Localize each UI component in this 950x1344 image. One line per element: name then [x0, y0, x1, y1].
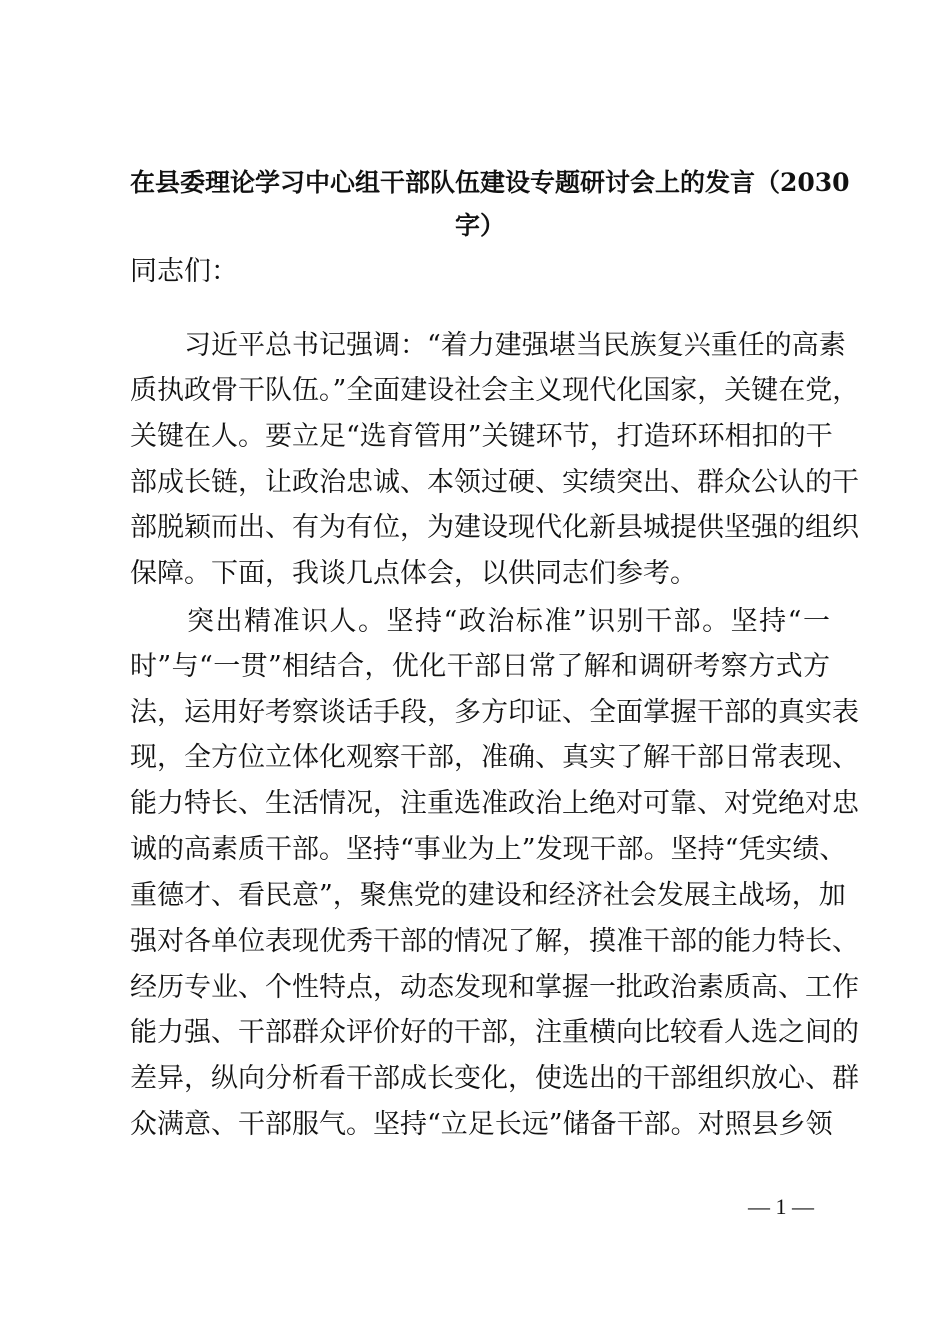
body-text-line: 众满意、干部服气。坚持“立足长远”储备干部。对照县乡领: [130, 1109, 833, 1140]
body-text-line: 重德才、看民意”，聚焦党的建设和经济社会发展主战场，加: [130, 880, 846, 911]
body-text-line: 时”与“一贯”相结合，优化干部日常了解和调研考察方式方: [130, 651, 830, 682]
body-text-line: 部成长链，让政治忠诚、本领过硬、实绩突出、群众公认的干: [130, 467, 859, 498]
body-text-line: 经历专业、个性特点，动态发现和掌握一批政治素质高、工作: [130, 972, 859, 1003]
body-text-line: 保障。下面，我谈几点体会，以供同志们参考。: [130, 558, 697, 589]
body-text-line: 习近平总书记强调：“着力建强堪当民族复兴重任的高素: [130, 330, 846, 361]
body-text-line: 能力强、干部群众评价好的干部，注重横向比较看人选之间的: [130, 1017, 859, 1048]
body-text-line: 诚的高素质干部。坚持“事业为上”发现干部。坚持“凭实绩、: [130, 834, 847, 865]
document-title-line-1: 在县委理论学习中心组干部队伍建设专题研讨会上的发言（2030: [130, 168, 850, 197]
body-text-line: 质执政骨干队伍。”全面建设社会主义现代化国家，关键在党，: [130, 375, 860, 406]
body-text-line: 能力特长、生活情况，注重选准政治上绝对可靠、对党绝对忠: [130, 788, 859, 819]
body-text-line: 关键在人。要立足“选育管用”关键环节，打造环环相扣的干: [130, 421, 833, 452]
page-number: — 1 —: [748, 1194, 814, 1219]
body-text-line: 强对各单位表现优秀干部的情况了解，摸准干部的能力特长、: [130, 926, 859, 957]
body-text-line: 突出精准识人。坚持“政治标准”识别干部。坚持“一: [130, 606, 830, 637]
body-text-line: 现，全方位立体化观察干部，准确、真实了解干部日常表现、: [130, 742, 859, 773]
body-text-line: 差异，纵向分析看干部成长变化，使选出的干部组织放心、群: [130, 1063, 859, 1094]
salutation: 同志们：: [130, 256, 238, 287]
body-text-line: 法，运用好考察谈话手段，多方印证、全面掌握干部的真实表: [130, 697, 859, 728]
document-title-line-2: 字）: [454, 211, 505, 240]
body-text-line: 部脱颖而出、有为有位，为建设现代化新县城提供坚强的组织: [130, 512, 859, 543]
